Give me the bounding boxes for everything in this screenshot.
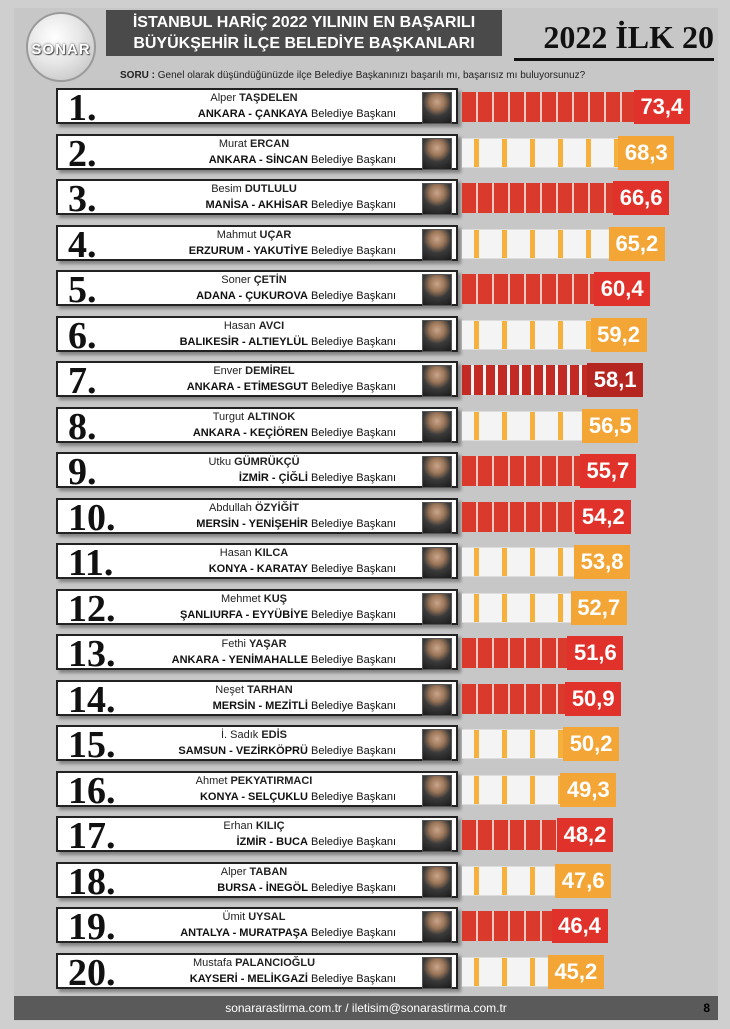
rank-number: 11. [68,542,114,584]
ranking-row [56,360,716,402]
value-label: 50,9 [565,682,621,716]
mayor-name [114,456,394,468]
value-bar [462,183,613,213]
ranking-row [56,633,716,675]
mayor-name [114,911,394,923]
district-name: ANKARA - ETİMESGUT [186,381,308,393]
district [96,563,396,575]
first-name: Utku [208,456,232,468]
ranking-row [56,178,716,220]
mayor-name [114,547,394,559]
title-suffix: Belediye Başkanı [311,290,396,302]
mayor-card [56,587,458,630]
district-name: ANKARA - KEÇİÖREN [192,426,308,439]
mayor-name [114,411,394,423]
last-name: ÖZYİĞİT [254,501,299,514]
first-name: Ahmet [195,774,228,787]
ranking-row [56,451,716,493]
district-name: ERZURUM - YAKUTİYE [188,244,308,257]
value-label: 73,4 [634,90,690,124]
value-label: 50,2 [563,727,619,761]
district [96,381,396,393]
mayor-card [56,633,458,675]
rank-number: 4. [68,223,97,266]
title-suffix: Belediye Başkanı [311,517,396,530]
first-name: Enver [213,365,243,377]
mayor-photo [422,911,452,943]
last-name: AVCI [258,319,285,332]
mayor-photo [422,365,452,397]
mayor-card [56,906,458,948]
mayor-photo [422,729,452,761]
value-bar [462,274,594,304]
mayor-name [114,593,394,605]
question-text: Genel olarak düşündüğünüzde ilçe Belediye Başkanınızı başarılı mı, başarısız mı buluyorsunuz? [157,70,586,81]
mayor-photo [422,547,452,579]
last-name: PALANCIOĞLU [235,956,316,969]
value-bar [462,729,563,759]
mayor-card [56,724,458,766]
mayor-card [56,178,458,220]
rank-number: 15. [68,724,116,766]
value-label: 54,2 [575,500,631,534]
value-label: 52,7 [571,591,627,625]
ranking-row [56,860,716,903]
mayor-card [56,269,458,311]
mayor-card [56,860,458,903]
mayor-name [114,957,394,969]
mayor-name [114,775,394,787]
ranking-row [56,223,716,266]
first-name: Mustafa [192,956,233,969]
value-bar [462,775,560,805]
ranking-row [56,405,716,448]
mayor-name [114,92,394,104]
district-name: ANKARA - ÇANKAYA [197,108,308,120]
district-name: ANKARA - YENİMAHALLE [171,654,308,666]
last-name: TARHAN [247,683,293,696]
mayor-photo [422,183,452,215]
mayor-name [114,274,394,286]
ranking-row [56,87,716,129]
value-bar [462,456,580,486]
last-name: KILIÇ [255,820,285,832]
rank-number: 18. [68,860,116,903]
title-suffix: Belediye Başkanı [311,972,396,985]
sonar-logo [26,12,96,82]
ranking-row [56,542,716,584]
district [96,927,396,939]
mayor-card [56,678,458,721]
rank-number: 10. [68,496,116,539]
district [96,518,396,530]
rank-number: 7. [68,360,97,402]
footer-text: sonararastirma.com.tr / iletisim@sonarastirma.com.tr [225,1001,507,1015]
value-bar [462,365,587,395]
district [96,745,396,757]
title-box [106,10,502,56]
last-name: DUTLULU [244,183,297,195]
rank-number: 12. [68,587,116,630]
district-name: ANTALYA - MURATPAŞA [180,927,308,939]
rank-number: 17. [68,815,116,857]
mayor-photo [422,92,452,124]
title-line-2: BÜYÜKŞEHİR İLÇE BELEDİYE BAŞKANLARI [133,35,475,52]
district [96,336,396,348]
mayor-card [56,132,458,175]
first-name: Mahmut [216,228,257,241]
value-label: 49,3 [560,773,616,807]
mayor-photo [422,638,452,670]
district-name: İZMİR - ÇİĞLİ [238,472,308,484]
last-name: KILCA [254,547,289,559]
district [96,700,396,712]
title-suffix: Belediye Başkanı [311,199,396,211]
rank-number: 1. [68,87,97,129]
mayor-photo [422,820,452,852]
value-label: 56,5 [582,409,638,443]
mayor-photo [422,456,452,488]
value-bar [462,684,565,714]
ranking-row [56,678,716,721]
district [96,427,396,439]
rank-number: 9. [68,451,97,493]
value-bar [462,411,582,441]
first-name: Alper [220,865,247,878]
district-name: ŞANLIURFA - EYYÜBİYE [179,608,308,621]
ranking-row [56,724,716,766]
mayor-card [56,314,458,357]
mayor-card [56,87,458,129]
rank-number: 6. [68,314,97,357]
rank-number: 5. [68,269,97,311]
first-name: Fethi [221,638,246,650]
title-suffix: Belediye Başkanı [311,426,396,439]
ranking-row [56,587,716,630]
last-name: EDİS [261,729,288,741]
value-label: 47,6 [555,864,611,898]
district-name: SAMSUN - VEZİRKÖPRÜ [178,745,308,757]
mayor-card [56,223,458,266]
ranking-row [56,815,716,857]
rank-number: 14. [68,678,116,721]
mayor-photo [422,957,452,989]
district-name: KONYA - SELÇUKLU [199,790,308,803]
district-name: MERSİN - YENİŞEHİR [196,517,308,530]
mayor-name [114,866,394,878]
mayor-name [114,729,394,741]
mayor-name [114,502,394,514]
mayor-card [56,360,458,402]
value-label: 55,7 [580,454,636,488]
mayor-name [114,229,394,241]
rank-number: 20. [68,951,116,994]
last-name: DEMİREL [245,365,295,377]
infographic-page [14,8,718,1021]
district-name: BURSA - İNEGÖL [217,881,308,894]
ranking-row [56,906,716,948]
title-suffix: Belediye Başkanı [311,244,396,257]
mayor-card [56,451,458,493]
value-label: 45,2 [548,955,604,989]
value-label: 48,2 [557,818,613,852]
title-suffix: Belediye Başkanı [311,790,396,803]
ranking-row [56,951,716,994]
footer [14,996,718,1020]
district [96,654,396,666]
district [96,609,396,621]
last-name: GÜMRÜKÇÜ [234,456,300,468]
first-name: Murat [218,137,247,150]
value-bar [462,593,571,623]
first-name: Soner [221,274,251,286]
value-bar [462,866,555,896]
value-label: 66,6 [613,181,669,215]
last-name: PEKYATIRMACI [230,774,313,787]
title-suffix: Belediye Başkanı [311,153,396,166]
district-name: KONYA - KARATAY [208,563,308,575]
mayor-name [114,138,394,150]
district [96,154,396,166]
mayor-photo [422,138,452,170]
title-suffix: Belediye Başkanı [311,108,396,120]
rank-number: 3. [68,178,97,220]
mayor-card [56,815,458,857]
ranking-row [56,314,716,357]
value-bar [462,502,575,532]
last-name: TABAN [249,865,288,878]
title-suffix: Belediye Başkanı [311,745,396,757]
mayor-name [114,638,394,650]
first-name: Ümit [222,911,246,923]
value-bar [462,911,552,941]
question-label: SORU : [120,70,155,81]
district [96,973,396,985]
district-name: BALIKESİR - ALTIEYLÜL [179,335,308,348]
last-name: UYSAL [248,911,286,923]
first-name: Erhan [223,820,253,832]
ranking-row [56,269,716,311]
title-suffix: Belediye Başkanı [311,335,396,348]
last-name: TAŞDELEN [239,92,298,104]
mayor-photo [422,684,452,716]
district-name: MANİSA - AKHİSAR [205,199,308,211]
last-name: UÇAR [259,228,292,241]
ranking-row [56,496,716,539]
title-line-1: İSTANBUL HARİÇ 2022 YILININ EN BAŞARILI [132,14,476,31]
district [96,472,396,484]
district [96,836,396,848]
mayor-photo [422,866,452,898]
value-label: 46,4 [552,909,608,943]
mayor-photo [422,229,452,261]
title-suffix: Belediye Başkanı [311,836,396,848]
rank-number: 8. [68,405,97,448]
header [14,8,718,68]
value-label: 65,2 [609,227,665,261]
district-name: ANKARA - SİNCAN [208,153,308,166]
rank-number: 13. [68,633,116,675]
mayor-name [114,320,394,332]
value-label: 51,6 [567,636,623,670]
mayor-card [56,951,458,994]
mayor-name [114,820,394,832]
title-suffix: Belediye Başkanı [311,563,396,575]
mayor-card [56,769,458,812]
district [96,791,396,803]
value-bar [462,138,618,168]
title-suffix: Belediye Başkanı [311,699,396,712]
last-name: KUŞ [263,592,288,605]
value-bar [462,92,634,122]
first-name: Mehmet [220,592,261,605]
value-label: 68,3 [618,136,674,170]
mayor-name [114,365,394,377]
value-label: 60,4 [594,272,650,306]
mayor-card [56,496,458,539]
district [96,108,396,120]
last-name: YAŞAR [249,638,287,650]
page-number: 8 [703,1001,710,1015]
mayor-card [56,405,458,448]
value-label: 59,2 [591,318,647,352]
logo-text: SONAR [31,41,91,58]
district-name: ADANA - ÇUKUROVA [196,290,308,302]
mayor-name [114,684,394,696]
last-name: ERCAN [250,137,290,150]
district-name: İZMİR - BUCA [236,836,308,848]
value-label: 58,1 [587,363,643,397]
rank-number: 19. [68,906,116,948]
first-name: İ. Sadık [220,729,259,741]
first-name: Abdullah [209,501,252,514]
mayor-photo [422,502,452,534]
mayor-photo [422,320,452,352]
first-name: Neşet [215,683,245,696]
first-name: Besim [211,183,242,195]
value-bar [462,229,609,259]
value-bar [462,547,574,577]
title-suffix: Belediye Başkanı [311,381,396,393]
title-suffix: Belediye Başkanı [311,654,396,666]
mayor-photo [422,775,452,807]
mayor-photo [422,411,452,443]
value-bar [462,957,548,987]
first-name: Hasan [219,547,252,559]
district [96,882,396,894]
title-suffix: Belediye Başkanı [311,608,396,621]
value-bar [462,638,567,668]
mayor-card [56,542,458,584]
rank-number: 2. [68,132,97,175]
mayor-photo [422,274,452,306]
mayor-photo [422,593,452,625]
year-title: 2022 İLK 20 [514,20,714,61]
district [96,290,396,302]
district-name: MERSİN - MEZİTLİ [212,699,308,712]
value-bar [462,820,557,850]
value-label: 53,8 [574,545,630,579]
last-name: ÇETİN [253,274,287,286]
title-suffix: Belediye Başkanı [311,881,396,894]
rank-number: 16. [68,769,116,812]
title-suffix: Belediye Başkanı [311,927,396,939]
last-name: ALTINOK [247,410,296,423]
value-bar [462,320,591,350]
district [96,199,396,211]
ranking-row [56,132,716,175]
first-name: Hasan [223,319,256,332]
district-name: KAYSERİ - MELİKGAZİ [189,972,308,985]
mayor-name [114,183,394,195]
first-name: Alper [210,92,237,104]
first-name: Turgut [212,410,245,423]
district [96,245,396,257]
title-suffix: Belediye Başkanı [311,472,396,484]
ranking-row [56,769,716,812]
question [120,70,720,81]
